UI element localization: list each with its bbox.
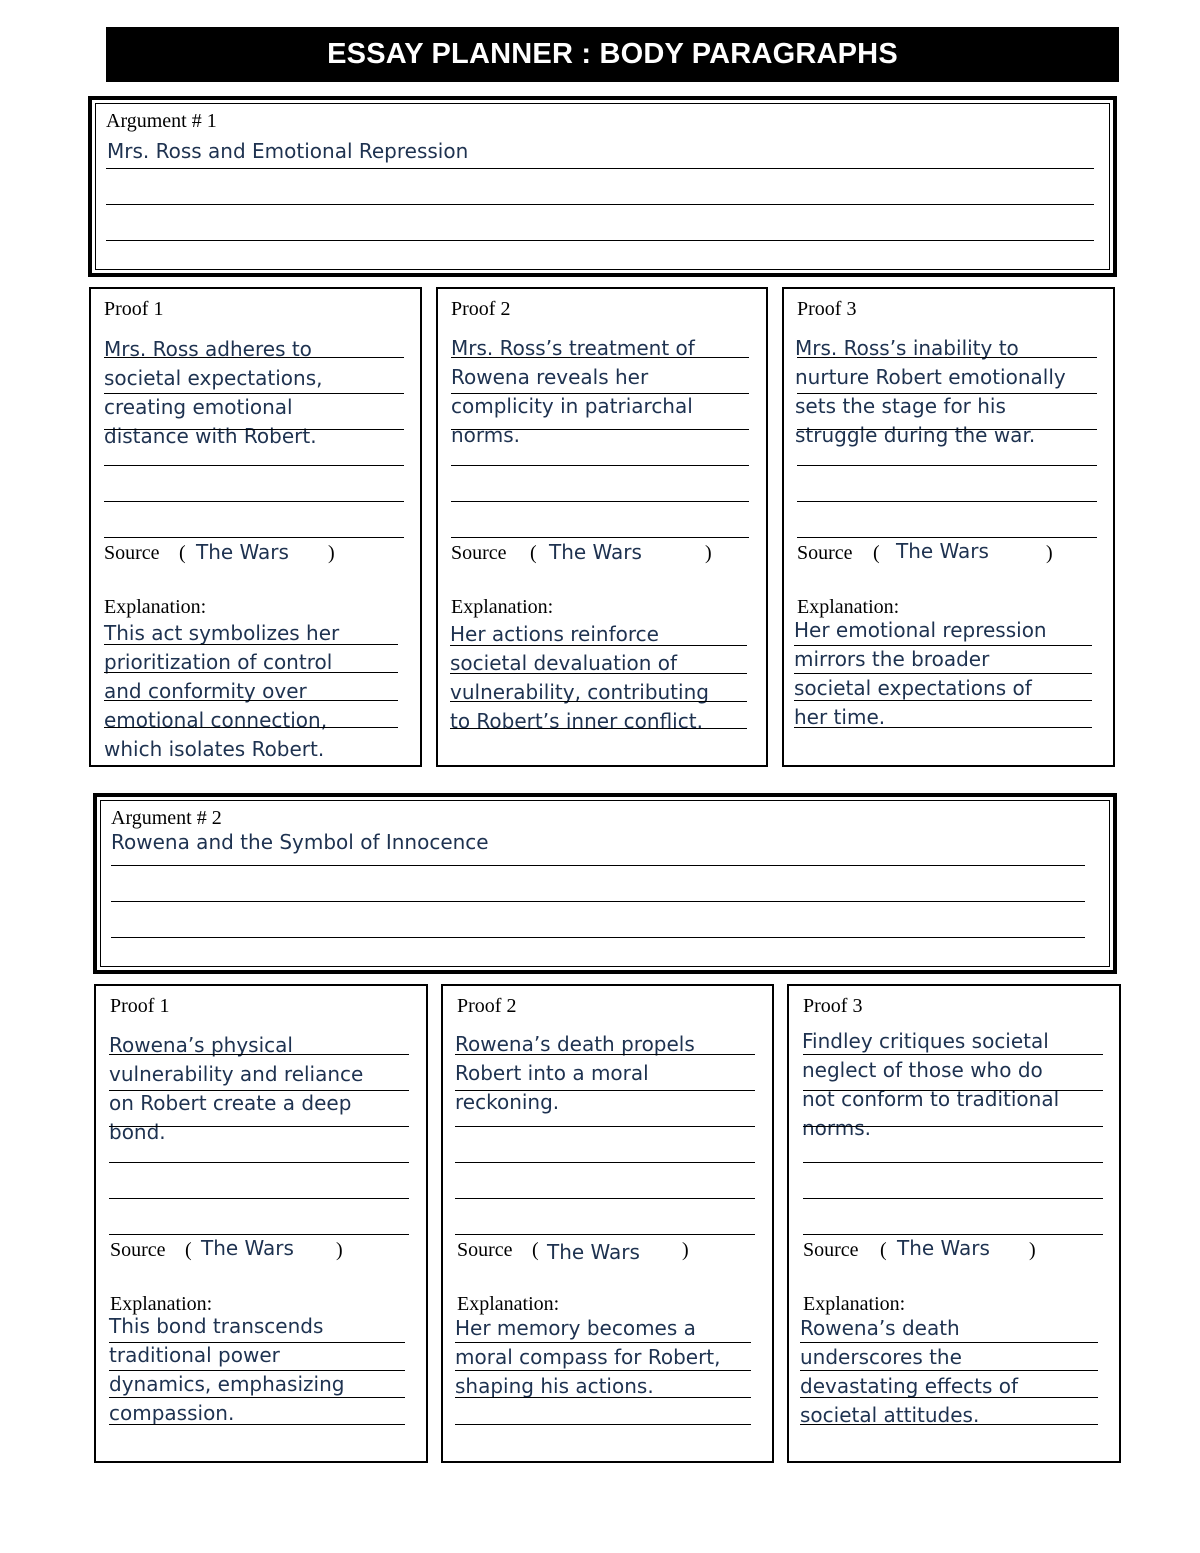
argument-2-proof-1-explanation-label: Explanation:: [110, 1293, 213, 1315]
argument-2-proof-3-text[interactable]: Findley critiques societal neglect of those who do not conform to traditional norms.: [802, 1029, 1060, 1140]
argument-2-proof-3-label: Proof 3: [803, 995, 863, 1017]
argument-2-proof-1-label: Proof 1: [110, 995, 170, 1017]
argument-2-proof-1-source-label: Source: [110, 1239, 166, 1261]
argument-1-proof-1-text[interactable]: Mrs. Ross adheres to societal expectations, creating emotional distance with Robert.: [104, 337, 323, 448]
argument-1-proof-3-source-label: Source: [797, 542, 853, 564]
argument-2-proof-2-text[interactable]: Rowena’s death propels Robert into a moral reckoning.: [455, 1032, 695, 1114]
argument-1-proof-2-label: Proof 2: [451, 298, 511, 320]
argument-1-proof-3-label: Proof 3: [797, 298, 857, 320]
argument-1-proof-2-explanation-label: Explanation:: [451, 596, 554, 618]
argument-2-text[interactable]: Rowena and the Symbol of Innocence: [111, 830, 489, 854]
argument-1-proof-1-source-value[interactable]: The Wars: [196, 540, 289, 564]
argument-1-text[interactable]: Mrs. Ross and Emotional Repression: [107, 139, 469, 163]
argument-1-proof-3-explanation[interactable]: Her emotional repression mirrors the broader societal expectations of her time.: [794, 618, 1047, 729]
argument-1-proof-1-explanation-label: Explanation:: [104, 596, 207, 618]
argument-2-proof-1-source-value[interactable]: The Wars: [201, 1236, 294, 1260]
argument-1-proof-1-explanation[interactable]: This act symbolizes her prioritization of control and conformity over emotional connection, which isolates Robert.: [104, 621, 340, 761]
argument-1-proof-2-explanation[interactable]: Her actions reinforce societal devaluation of vulnerability, contributing to Robert’s inner conflict.: [450, 622, 709, 733]
argument-2-proof-2-explanation[interactable]: Her memory becomes a moral compass for Robert, shaping his actions.: [455, 1316, 721, 1398]
argument-2-box: [93, 793, 1117, 974]
argument-1-proof-3-source-value[interactable]: The Wars: [896, 539, 989, 563]
argument-2-proof-2-source-value[interactable]: The Wars: [547, 1240, 640, 1264]
argument-1-proof-3-text[interactable]: Mrs. Ross’s inability to nurture Robert emotionally sets the stage for his struggle during the war.: [795, 336, 1066, 447]
argument-2-proof-2-label: Proof 2: [457, 995, 517, 1017]
argument-1-proof-2-source-value[interactable]: The Wars: [549, 540, 642, 564]
argument-1-proof-1-label: Proof 1: [104, 298, 164, 320]
argument-1-proof-2-source-label: Source: [451, 542, 507, 564]
argument-1-box: [88, 96, 1117, 277]
page-title: ESSAY PLANNER : BODY PARAGRAPHS: [106, 27, 1119, 82]
argument-1-proof-1-source-label: Source: [104, 542, 160, 564]
argument-1-proof-3-explanation-label: Explanation:: [797, 596, 900, 618]
argument-1-proof-2-text[interactable]: Mrs. Ross’s treatment of Rowena reveals her complicity in patriarchal norms.: [451, 336, 695, 447]
argument-2-proof-2-source-label: Source: [457, 1239, 513, 1261]
argument-1-label: Argument # 1: [106, 110, 217, 132]
argument-2-proof-3-source-value[interactable]: The Wars: [897, 1236, 990, 1260]
argument-2-proof-3-explanation-label: Explanation:: [803, 1293, 906, 1315]
argument-2-proof-1-explanation[interactable]: This bond transcends traditional power dynamics, emphasizing compassion.: [109, 1314, 345, 1425]
argument-2-proof-2-explanation-label: Explanation:: [457, 1293, 560, 1315]
argument-2-label: Argument # 2: [111, 807, 222, 829]
argument-2-proof-1-text[interactable]: Rowena’s physical vulnerability and reliance on Robert create a deep bond.: [109, 1033, 364, 1144]
argument-2-proof-3-source-label: Source: [803, 1239, 859, 1261]
argument-2-proof-3-explanation[interactable]: Rowena’s death underscores the devastating effects of societal attitudes.: [800, 1316, 1019, 1427]
